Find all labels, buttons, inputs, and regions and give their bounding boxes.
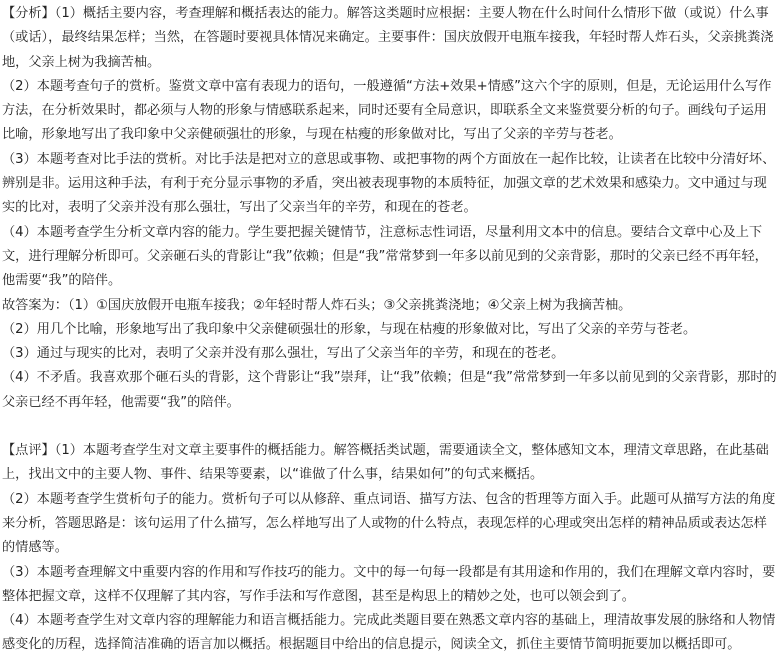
comments-section — [2, 439, 778, 658]
analysis-paragraph-1: 【分析】（1）概括主要内容，考查理解和概括表达的能力。解答这类题时应根据：主要人物在什么时间什么情形下做（或说）什么事（或话），最终结果怎样；当然，在答题时要视具体情况来确定。主要事件：国庆放假开电瓶车接我，年轻时帮人炸石头，父亲挑粪浇地，父亲上树为我摘苦柚。 — [2, 6, 774, 70]
analysis-paragraph-2: （2）本题考查句子的赏析。鉴赏文章中富有表现力的语句，一般遵循“方法+效果+情感”这六个字的原则，但是，无论运用什么写作方法，在分析效果时，都必须与人物的形象与情感联系起来，同时还要有全局意识，即联系全文来鉴赏要分析的句子。画线句子运用比喻，形象地写出了我印象中父亲健硕强壮的形象，与现在枯瘦的形象做对比，写出了父亲的辛劳与苍老。 — [2, 78, 772, 143]
answer-paragraph-4: （4）不矛盾。我喜欢那个砸石头的背影，这个背影让“我”崇拜，让“我”依赖；但是“我”常常梦到一年多以前见到的父亲背影，那时的父亲已经不再年轻，他需要“我”的陪伴。 — [2, 370, 777, 410]
comment-paragraph-3: （3）本题考查理解文中重要内容的作用和写作技巧的能力。文中的每一句每一段都是有其用途和作用的，我们在理解文章内容时，要整体把握文章，这样不仅理解了其内容，写作手法和写作意图，甚至是构思上的精妙之处，也可以领会到了。 — [2, 564, 776, 604]
answer-paragraph-3: （3）通过与现实的比对，表明了父亲并没有那么强壮，写出了父亲当年的辛劳，和现在的苍老。 — [2, 346, 565, 362]
comment-paragraph-4: （4）本题考查学生对文章内容的理解能力和语言概括能力。完成此类题目要在熟悉文章内容的基础上，理清故事发展的脉络和人物情感变化的历程，选择简洁准确的语言加以概括。根据题目中给出的信息提示，阅读全文，抓住主要情节简明扼要加以概括即可。 — [2, 613, 776, 653]
analysis-paragraph-4: （4）本题考查学生分析文章内容的能力。学生要把握关键情节，注意标志性词语，尽量利用文本中的信息。要结合文章中心及上下文，进行理解分析即可。父亲砸石头的背影让“我”依赖；但是“我”常常梦到一年多以前见到的父亲背影，那时的父亲已经不再年轻，他需要“我”的陪伴。 — [2, 224, 768, 289]
analysis-section — [2, 2, 778, 294]
comment-paragraph-2: （2）本题考查学生赏析句子的能力。赏析句子可以从修辞、重点词语、描写方法、包含的哲理等方面入手。此题可从描写方法的角度来分析，答题思路是：该句运用了什么描写，怎么样地写出了人或物的什么特点，表现怎样的心理或突出怎样的精神品质或表达怎样的情感等。 — [2, 491, 776, 556]
comment-paragraph-1: 【点评】（1）本题考查学生对文章主要事件的概括能力。解答概括类试题，需要通读全文，整体感知文本，理清文章思路，在此基础上，找出文中的主要人物、事件、结果等要素，以“谁做了什么事，结果如何”的句式来概括。 — [2, 443, 769, 483]
section-spacer — [2, 415, 778, 439]
answer-paragraph-2: （2）用几个比喻，形象地写出了我印象中父亲健硕强壮的形象，与现在枯瘦的形象做对比，写出了父亲的辛劳与苍老。 — [2, 321, 697, 337]
answer-paragraph-1: 故答案为：（1）①国庆放假开电瓶车接我；②年轻时帮人炸石头；③父亲挑粪浇地；④父亲上树为我摘苦柚。 — [2, 297, 632, 313]
analysis-paragraph-3: （3）本题考查对比手法的赏析。对比手法是把对立的意思或事物、或把事物的两个方面放在一起作比较，让读者在比较中分清好坏、辨别是非。运用这种手法，有利于充分显示事物的矛盾，突出被表现事物的本质特征，加强文章的艺术效果和感染力。文中通过与现实的比对，表明了父亲并没有那么强壮，写出了父亲当年的辛劳，和现在的苍老。 — [2, 151, 776, 216]
answers-section — [2, 294, 778, 415]
